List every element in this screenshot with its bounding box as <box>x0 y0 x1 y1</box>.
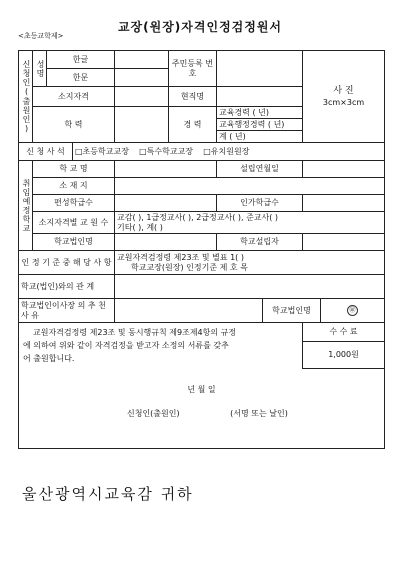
request-line-2: 에 의하여 위와 같이 자격검정을 받고자 소정의 서류를 갖추 <box>23 341 229 350</box>
school-address-field[interactable] <box>115 178 385 195</box>
applicant-section-label: 신청인(출원인) <box>19 51 33 143</box>
seal-mark: ㊞ <box>347 305 358 316</box>
category-option-kindergarten[interactable]: □유치원원장 <box>203 146 250 156</box>
education-field[interactable] <box>115 107 169 143</box>
application-form-table <box>18 50 385 449</box>
school-founder-label: 학교설립자 <box>217 234 303 251</box>
recommend-seal-cell[interactable] <box>321 299 385 323</box>
sign-note[interactable]: (서명 또는 날인) <box>230 408 288 418</box>
standard-line-1: 교원자격검정령 제23조 및 별표 1( ) <box>117 252 244 262</box>
request-line-3: 어 출원합니다. <box>23 354 75 363</box>
approved-class-label: 인가학급수 <box>217 195 303 212</box>
signature-area <box>19 368 385 448</box>
school-founder-field[interactable] <box>303 234 385 251</box>
category-options <box>73 143 385 161</box>
name-label: 성명 <box>33 51 47 87</box>
date-line: 년 월 일 <box>187 384 216 394</box>
photo-box <box>303 51 385 143</box>
license-label: 소지자격 <box>33 87 115 107</box>
photo-size: 3cm×3cm <box>322 98 365 107</box>
applicant-sign-label: 신청인(출원인) <box>127 408 180 418</box>
form-code-label: <초등교학제> <box>18 32 64 40</box>
name-korean-label: 한글 <box>47 51 115 69</box>
current-position-label: 현직명 <box>169 87 217 107</box>
teachers-by-license-field[interactable] <box>115 212 385 234</box>
school-section-label: 취임예정학교 <box>19 161 33 251</box>
name-hanja-label: 한문 <box>47 69 115 87</box>
teachers-by-license-label: 소지자격별 교 원 수 <box>33 212 115 234</box>
approved-class-field[interactable] <box>303 195 385 212</box>
fee-value: 1,000원 <box>303 341 385 368</box>
name-korean-field[interactable] <box>115 51 169 69</box>
standard-field[interactable] <box>115 251 385 275</box>
recommend-corp-label: 학교법인명 <box>263 299 321 323</box>
category-option-special[interactable]: □특수학교교장 <box>139 146 194 156</box>
request-statement <box>19 323 303 369</box>
photo-label: 사 진 <box>333 86 354 96</box>
founded-date-field[interactable] <box>303 161 385 178</box>
applicant-sign-row <box>21 409 382 419</box>
school-corp-field[interactable] <box>115 234 217 251</box>
relation-field[interactable] <box>115 275 385 299</box>
recommend-label: 학교법인이사장 의 추 천 사 유 <box>19 299 115 323</box>
recommend-reason-field[interactable] <box>115 299 263 323</box>
category-label: 신 청 사 석 <box>19 143 73 161</box>
career-line-total[interactable]: 계 ( 년) <box>217 131 303 143</box>
career-label: 경 력 <box>169 107 217 143</box>
standard-label: 인 정 기 준 중 해 당 사 항 <box>19 251 115 275</box>
rrn-field[interactable] <box>217 51 303 87</box>
teachers-line-2: 기타( ), 계( ) <box>117 222 163 232</box>
class-count-field[interactable] <box>115 195 217 212</box>
founded-date-label: 설립연월일 <box>217 161 303 178</box>
form-title: 교장(원장)자격인정검정원서 <box>117 20 283 34</box>
school-name-label: 학 교 명 <box>33 161 115 178</box>
category-option-elementary[interactable]: □초등학교교장 <box>75 146 129 156</box>
rrn-label: 주민등록 번 호 <box>169 51 217 87</box>
career-line-teaching[interactable]: 교육경력 ( 년) <box>217 107 303 119</box>
school-corp-label: 학교법인명 <box>33 234 115 251</box>
education-label: 학 력 <box>33 107 115 143</box>
school-address-label: 소 재 지 <box>33 178 115 195</box>
license-field[interactable] <box>115 87 169 107</box>
addressee: 울산광역시교육감 귀하 <box>22 485 194 503</box>
class-count-label: 편성학급수 <box>33 195 115 212</box>
current-position-field[interactable] <box>217 87 303 107</box>
relation-label: 학교(법인)와의 관 계 <box>19 275 115 299</box>
name-hanja-field[interactable] <box>115 69 169 87</box>
standard-line-2: 학교교장(원장) 인정기준 제 호 목 <box>131 262 248 272</box>
request-line-1: 교원자격검정령 제23조 및 동시행규칙 제9조제4항의 규정 <box>33 328 237 337</box>
teachers-line-1: 교감( ), 1급정교사( ), 2급정교사( ), 준교사( ) <box>117 212 279 222</box>
fee-label: 수 수 료 <box>303 323 385 342</box>
school-name-field[interactable] <box>115 161 217 178</box>
career-line-admin[interactable]: 교육행정경력 ( 년) <box>217 119 303 131</box>
